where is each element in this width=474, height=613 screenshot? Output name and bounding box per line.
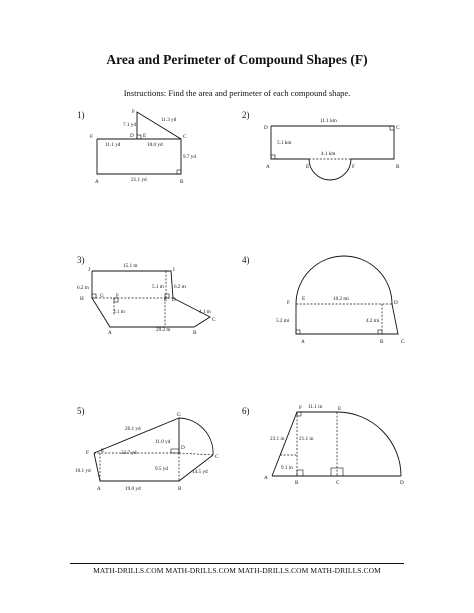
shape-2-point-d: D bbox=[264, 125, 268, 131]
shape-6-right-angle-b bbox=[297, 470, 303, 476]
shape-5-measure-midline: 23.7 yd bbox=[121, 450, 137, 456]
shape-4-measure-right: 4.2 mi bbox=[366, 318, 380, 324]
shape-1-measure-height-triangle: 7.1 yd bbox=[123, 122, 136, 128]
shape-4-point-f: F bbox=[287, 300, 290, 306]
shape-3 bbox=[77, 263, 216, 336]
footer-divider bbox=[70, 563, 404, 564]
shape-4-point-d: D bbox=[394, 300, 398, 306]
shape-5-point-b: B bbox=[178, 486, 182, 492]
shape-3-point-g: G bbox=[100, 293, 104, 299]
shape-3-measure-right: 6.2 m bbox=[174, 284, 186, 290]
shape-3-measure-bottom: 20.2 m bbox=[156, 327, 171, 333]
shape-3-point-i: I bbox=[173, 267, 175, 273]
problem-4-number: 4) bbox=[242, 255, 250, 265]
shape-6-point-f: F bbox=[299, 405, 302, 411]
shape-3-outline bbox=[92, 271, 210, 327]
shape-1 bbox=[90, 109, 196, 185]
shape-1-point-b: B bbox=[180, 179, 184, 185]
shape-1-measure-hypotenuse: 11.3 yd bbox=[161, 117, 177, 123]
shape-4-point-c: C bbox=[401, 339, 405, 345]
shape-5-point-a: A bbox=[97, 486, 101, 492]
shape-4-point-e: E bbox=[302, 296, 306, 302]
shape-4-measure-left: 5.2 mi bbox=[276, 318, 290, 324]
shape-2-semicircle bbox=[309, 159, 351, 180]
shape-3-measure-top: 15.1 m bbox=[123, 263, 138, 269]
shape-5 bbox=[75, 412, 219, 492]
shape-4-point-a: A bbox=[301, 339, 305, 345]
shape-3-measure-inner: 5.1 m bbox=[152, 284, 164, 290]
shape-1-right-angle-d bbox=[137, 135, 141, 139]
shape-1-measure-top-left: 11.1 yd bbox=[105, 142, 121, 148]
shape-2-measure-radius: 4.1 km bbox=[321, 151, 336, 157]
shape-5-point-g: G bbox=[177, 412, 181, 418]
page-title: Area and Perimeter of Compound Shapes (F) bbox=[106, 52, 368, 67]
shape-5-measure-right: 14.5 yd bbox=[192, 469, 208, 475]
shape-6 bbox=[264, 404, 404, 486]
shape-4 bbox=[276, 256, 405, 345]
shape-5-measure-height-bottom: 9.5 yd bbox=[155, 466, 168, 472]
shape-2-point-c: C bbox=[396, 125, 400, 131]
shape-1-point-f-top: F bbox=[132, 109, 135, 115]
footer-text: MATH-DRILLS.COM MATH-DRILLS.COM MATH-DRILLS.COM MATH-DRILLS.COM bbox=[93, 566, 381, 575]
problem-6-number: 6) bbox=[242, 406, 250, 416]
shape-3-point-j: J bbox=[88, 267, 91, 273]
shape-5-base bbox=[94, 453, 213, 481]
shape-6-point-e: E bbox=[338, 406, 342, 412]
shape-3-measure-left: 6.2 m bbox=[77, 285, 89, 291]
shape-3-measure-slant: 4.1 m bbox=[199, 309, 211, 315]
shape-6-right-angle-f bbox=[297, 412, 301, 416]
shape-2-right-angle-c bbox=[390, 126, 394, 130]
shape-5-measure-bottom: 19.0 yd bbox=[125, 486, 141, 492]
shape-3-point-d: D bbox=[172, 297, 176, 303]
shape-5-measure-slant: 26.1 yd bbox=[125, 426, 141, 432]
shape-1-measure-right: 9.7 yd bbox=[183, 154, 196, 160]
shape-5-point-f: F bbox=[86, 450, 89, 456]
shape-2 bbox=[264, 118, 400, 180]
shape-3-right-angle-h bbox=[92, 294, 96, 298]
shape-1-point-e: E bbox=[143, 133, 147, 139]
shape-5-measure-left: 10.1 yd bbox=[75, 468, 91, 474]
shape-2-point-b: B bbox=[396, 164, 400, 170]
shape-3-point-h: H bbox=[80, 296, 84, 302]
shape-2-measure-top: 11.1 km bbox=[320, 118, 337, 124]
shape-5-chord bbox=[179, 453, 213, 455]
shape-2-point-e: E bbox=[306, 164, 310, 170]
shape-3-point-e: E bbox=[164, 297, 168, 303]
shape-6-measure-slant: 23.1 in bbox=[270, 436, 285, 442]
shape-6-point-b: B bbox=[295, 480, 299, 486]
shape-5-right-angle-d bbox=[171, 449, 179, 453]
shape-4-right-angle-b bbox=[378, 330, 382, 334]
shape-5-point-c: C bbox=[215, 454, 219, 460]
shape-5-point-d: D bbox=[181, 445, 185, 451]
problem-1-number: 1) bbox=[77, 110, 85, 120]
shape-5-point-e: E bbox=[101, 448, 105, 454]
shape-3-point-b: B bbox=[193, 330, 197, 336]
shape-2-point-f: F bbox=[352, 164, 355, 170]
shape-4-right-angle-a bbox=[296, 330, 300, 334]
shape-1-point-c: C bbox=[183, 134, 187, 140]
shape-2-right-angle-a bbox=[271, 155, 275, 159]
problem-3-number: 3) bbox=[77, 255, 85, 265]
shape-6-measure-top: 11.1 in bbox=[308, 404, 323, 410]
shape-4-measure-diameter: 10.2 mi bbox=[333, 296, 349, 302]
shape-6-point-d: D bbox=[400, 480, 404, 486]
problem-2-number: 2) bbox=[242, 110, 250, 120]
shape-2-measure-left: 5.1 km bbox=[277, 140, 292, 146]
shape-6-measure-small: 9.1 in bbox=[281, 465, 293, 471]
shape-5-triangle-top bbox=[94, 418, 179, 453]
shape-2-point-a: A bbox=[266, 164, 270, 170]
shape-3-measure-small-height: 3.1 m bbox=[113, 309, 125, 315]
shape-1-point-f: F bbox=[90, 134, 93, 140]
instructions: Instructions: Find the area and perimeter of each compound shape. bbox=[123, 88, 351, 98]
shape-1-measure-top-right: 10.0 yd bbox=[147, 142, 163, 148]
shape-4-base bbox=[296, 304, 398, 334]
shape-1-point-a: A bbox=[95, 179, 99, 185]
shape-3-point-f: F bbox=[116, 293, 119, 299]
shape-3-point-a: A bbox=[108, 330, 112, 336]
shape-1-point-d: D bbox=[130, 133, 134, 139]
shape-6-point-c: C bbox=[336, 480, 340, 486]
shape-1-right-angle-b bbox=[177, 170, 181, 174]
shape-6-measure-height: 21.1 in bbox=[299, 436, 314, 442]
shape-6-point-a: A bbox=[264, 475, 268, 481]
shape-3-point-c: C bbox=[212, 317, 216, 323]
shape-4-point-b: B bbox=[380, 339, 384, 345]
shape-6-quarter-arc bbox=[337, 412, 401, 476]
shape-5-measure-height-top: 11.0 yd bbox=[155, 439, 171, 445]
shape-1-measure-bottom: 21.1 yd bbox=[131, 177, 147, 183]
problem-5-number: 5) bbox=[77, 406, 85, 416]
